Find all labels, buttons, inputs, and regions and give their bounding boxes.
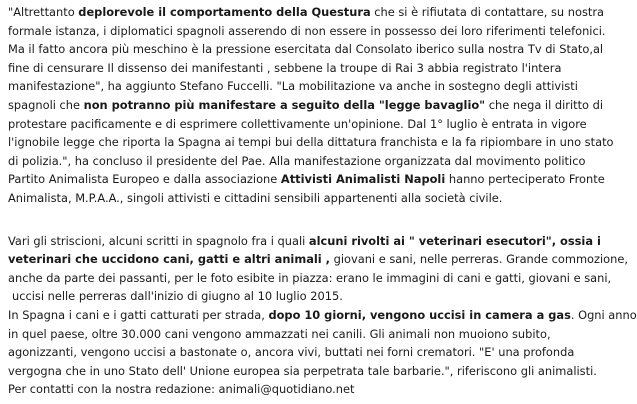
text-run: che si è rifiutata di contattare, su nostra [370,5,605,19]
text-line [8,115,608,134]
text-run: di polizia.", ha concluso il presidente del Pae. Alla manifestazione organizzata dal movimento politico [8,153,586,168]
paragraph-2 [8,232,637,399]
text-run: manifestazione", ha aggiunto Stefano Fuccelli. "La mobilitazione va anche in sostegno degli attivisti [8,79,578,94]
bold-text: Attivisti Animalisti Napoli [280,172,446,187]
bold-text: dopo 10 giorni, vengono uccisi in camera a gas [268,307,571,322]
text-run: . Ogni anno [570,307,637,322]
text-run: Ma il fatto ancora più meschino è la pressione esercitata dal Consolato iberico sulla nostra Tv di Stato,al [8,42,604,57]
text-line [8,325,608,344]
text-line [8,362,608,381]
text-run: hanno perteciperato Fronte [445,172,605,187]
text-run: protestare pacificamente e di esprimere collettivamente un'opinione. Dal 1° luglio è entrata in vigore [8,116,587,131]
text-run: "Altrettanto [8,5,79,19]
text-line [8,133,614,152]
article-body [8,3,637,399]
text-run: Vari gli striscioni, alcuni scritti in spagnolo fra i quali [8,233,309,248]
text-run: anche da parte dei passanti, per le foto esibite in piazza: erano le immagini di cani e gatti, giovani e sani, [8,270,612,285]
text-line [8,343,608,362]
paragraph-1 [8,3,614,208]
text-line [8,269,612,288]
text-run: spagnoli che [8,97,84,112]
text-line [8,3,608,22]
text-line [8,77,608,96]
text-run: formale istanza, i diplomatici spagnoli asserendo di non essere in possesso dei loro riferimenti telefonici. [8,23,606,38]
text-line [8,96,608,115]
text-run: Per contatti con la nostra redazione: animali@quotidiano.net [8,382,355,397]
text-line [8,22,608,41]
text-run: uccisi nelle perreras dall'inizio di giugno al 10 luglio 2015. [12,289,343,304]
text-line [8,152,608,171]
text-run: giovani e sani, nelle perreras. Grande commozione, [330,252,628,267]
text-run: In Spagna i cani e i gatti catturati per strada, [8,307,269,322]
text-run: Partito Animalista Europeo e dalla associazione [8,172,281,187]
text-run: agonizzanti, vengono uccisi a bastonate o, ancora vivi, buttati nei forni crematori. "E' una profonda [8,345,575,360]
text-line [8,40,608,59]
bold-text: deplorevole il comportamento della Questura [78,5,371,19]
text-line [8,287,608,306]
text-line [8,170,608,189]
paragraph-spacer [8,208,608,232]
text-run: l'ignobile legge che riporta la Spagna ai tempi bui della dittatura franchista e la fa ripiombare in uno stato [8,135,614,150]
text-line [8,380,608,399]
text-run: fine di censurare Il dissenso dei manifestanti , sebbene la troupe di Rai 3 abbia registrato l'intera [8,60,562,75]
text-run: che nega il diritto di [485,97,604,112]
text-run: in quel paese, oltre 30.000 cani vengono ammazzati nei canili. Gli animali non muoiono subito, [8,326,551,341]
bold-text: veterinari che uccidono cani, gatti e altri animali , [8,252,330,267]
text-line [8,59,608,78]
text-line [8,189,608,208]
text-line [8,306,637,325]
text-line [8,250,628,269]
bold-text: alcuni rivolti ai " veterinari esecutori", ossia i [308,233,601,248]
bold-text: non potranno più manifestare a seguito della "legge bavaglio" [83,97,486,112]
text-line [8,232,608,251]
text-run: vergogna che in uno Stato dell' Unione europea sia perpetrata tale barbarie.", riferiscono gli animalisti. [8,363,597,378]
text-run: Animalista, M.P.A.A., singoli attivisti e cittadini sensibili appartenenti alla società civile. [8,190,503,205]
